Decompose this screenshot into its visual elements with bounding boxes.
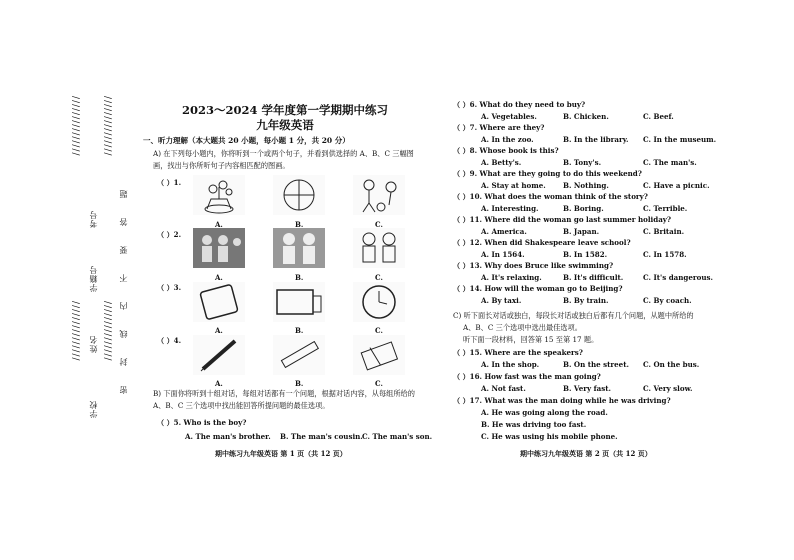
question-stem: （ ）9. What are they going to do this weekend?	[453, 169, 642, 178]
binding-slashes-1: ///////////////	[72, 95, 82, 156]
question-option: C. In the museum.	[643, 135, 717, 144]
part-c-line3: 听下面一段材料，回答第 15 至第 17 题。	[463, 335, 599, 344]
question-stem: （ ）10. What does the woman think of the story?	[453, 192, 648, 201]
question-option: C. Britain.	[643, 227, 685, 236]
q2-picture-a-people	[193, 228, 245, 268]
q3-label-c: C.	[375, 326, 383, 335]
question-option: B. It's difficult.	[563, 273, 624, 282]
q1-label-b: B.	[295, 220, 304, 229]
question-stem: （ ）11. Where did the woman go last summer holiday?	[453, 215, 672, 224]
name-label: 姓名	[89, 335, 98, 353]
question-option: A. Stay at home.	[481, 181, 546, 190]
question-option: B. Japan.	[563, 227, 600, 236]
question-4: （ ）4.	[157, 336, 182, 345]
q3-picture-b-tv-phone	[273, 282, 325, 322]
q4-label-c: C.	[375, 379, 383, 388]
question-option: C. Beef.	[643, 112, 674, 121]
question-option: C. The man's.	[643, 158, 697, 167]
q17-option-a: A. He was going along the road.	[481, 408, 608, 417]
q4-label-b: B.	[295, 379, 304, 388]
q1-picture-b-circle	[273, 175, 325, 215]
q16-option-a: A. Not fast.	[481, 384, 526, 393]
q4-picture-c-eraser	[353, 335, 405, 375]
question-option: C. By coach.	[643, 296, 692, 305]
exam-subtitle: 九年级英语	[256, 118, 314, 132]
q1-label-a: A.	[215, 220, 223, 229]
q1-picture-a-flowers	[193, 175, 245, 215]
question-stem: （ ）7. Where are they?	[453, 123, 545, 132]
q16-option-b: B. Very fast.	[563, 384, 612, 393]
q3-picture-c-clock	[353, 282, 405, 322]
page2-footer: 期中练习九年级英语 第 2 页（共 12 页）	[520, 449, 652, 458]
part-a-instructions: A) 在下列每小题内，你将听到一个或两个句子，并看到供选择的 A、B、C 三幅图画，找出与你所听句子内容相匹配的图画。	[153, 149, 414, 170]
q2-picture-b-family	[273, 228, 325, 268]
q17-option-b: B. He was driving too fast.	[481, 420, 587, 429]
question-option: A. By taxi.	[481, 296, 522, 305]
question-stem: （ ）12. When did Shakespeare leave school?	[453, 238, 631, 247]
question-stem: （ ）13. Why does Bruce like swimming?	[453, 261, 614, 270]
school-label: 学校	[89, 400, 98, 418]
question-option: A. Vegetables.	[481, 112, 537, 121]
question-option: B. In 1582.	[563, 250, 608, 259]
q3-label-a: A.	[215, 326, 223, 335]
q16-option-c: C. Very slow.	[643, 384, 693, 393]
question-17: （ ）17. What was the man doing while he was driving?	[453, 396, 671, 405]
seal-line-text: 密封线内不要答题	[119, 170, 128, 394]
question-2: （ ）2.	[157, 230, 182, 239]
question-option: A. Interesting.	[481, 204, 539, 213]
q2-label-a: A.	[215, 273, 223, 282]
q4-picture-b-ruler	[273, 335, 325, 375]
question-option: B. Chicken.	[563, 112, 609, 121]
question-option: B. Tony's.	[563, 158, 602, 167]
binding-slashes-3: ///////////////	[104, 95, 114, 156]
question-option: B. Boring.	[563, 204, 604, 213]
question-stem: （ ）14. How will the woman go to Beijing?	[453, 284, 623, 293]
question-option: C. Have a picnic.	[643, 181, 710, 190]
question-option: B. Nothing.	[563, 181, 609, 190]
question-option: A. It's relaxing.	[481, 273, 542, 282]
q2-label-c: C.	[375, 273, 383, 282]
q5-option-a: A. The man's brother.	[185, 432, 271, 441]
question-option: C. It's dangerous.	[643, 273, 713, 282]
question-stem: （ ）8. Whose book is this?	[453, 146, 559, 155]
q1-picture-c-children-playing	[353, 175, 405, 215]
q1-label-c: C.	[375, 220, 383, 229]
question-option: C. Terrible.	[643, 204, 688, 213]
question-15: （ ）15. Where are the speakers?	[453, 348, 583, 357]
question-option: A. In the zoo.	[481, 135, 534, 144]
question-3: （ ）3.	[157, 283, 182, 292]
part-c-line2: A、B、C 三个选项中选出最佳选项。	[463, 323, 582, 332]
q2-picture-c-two-kids	[353, 228, 405, 268]
part-c-line1: C) 听下面长对话或独白，每段长对话或独白后都有几个问题，从题中所给的	[453, 311, 694, 320]
question-option: A. Betty's.	[481, 158, 522, 167]
question-option: B. In the library.	[563, 135, 629, 144]
binding-margin	[0, 0, 130, 560]
q4-label-a: A.	[215, 379, 223, 388]
question-stem: （ ）6. What do they need to buy?	[453, 100, 586, 109]
q3-picture-a-tablet	[193, 282, 245, 322]
q15-option-b: B. On the street.	[563, 360, 629, 369]
question-option: A. America.	[481, 227, 527, 236]
question-5: （ ）5. Who is the boy?	[157, 418, 247, 427]
q2-label-b: B.	[295, 273, 304, 282]
section-heading: 一、听力理解（本大题共 20 小题，每小题 1 分，共 20 分）	[143, 136, 350, 145]
part-b-instructions: B) 下面你将听到十组对话，每组对话都有一个问题，根据对话内容，从每组所给的 A、B、C 三个选项中找出能回答所提问题的最佳选项。	[153, 389, 415, 410]
student-no-label: 学籍号	[89, 265, 98, 292]
seat-label: 考号	[89, 210, 98, 228]
question-option: A. In 1564.	[481, 250, 525, 259]
exam-title: 2023～2024 学年度第一学期期中练习	[181, 103, 389, 117]
q5-option-c: C. The man's son.	[362, 432, 433, 441]
page1-footer: 期中练习九年级英语 第 1 页（共 12 页）	[215, 449, 347, 458]
question-option: C. In 1578.	[643, 250, 687, 259]
q15-option-c: C. On the bus.	[643, 360, 700, 369]
question-option: B. By train.	[563, 296, 609, 305]
question-16: （ ）16. How fast was the man going?	[453, 372, 601, 381]
binding-slashes-2: ///////////////	[72, 300, 82, 361]
q17-option-c: C. He was using his mobile phone.	[481, 432, 618, 441]
q3-label-b: B.	[295, 326, 304, 335]
q15-option-a: A. In the shop.	[481, 360, 540, 369]
question-1: （ ）1.	[157, 178, 182, 187]
q4-picture-a-pen	[193, 335, 245, 375]
q5-option-b: B. The man's cousin.	[280, 432, 363, 441]
binding-slashes-4: ///////////////	[104, 300, 114, 361]
